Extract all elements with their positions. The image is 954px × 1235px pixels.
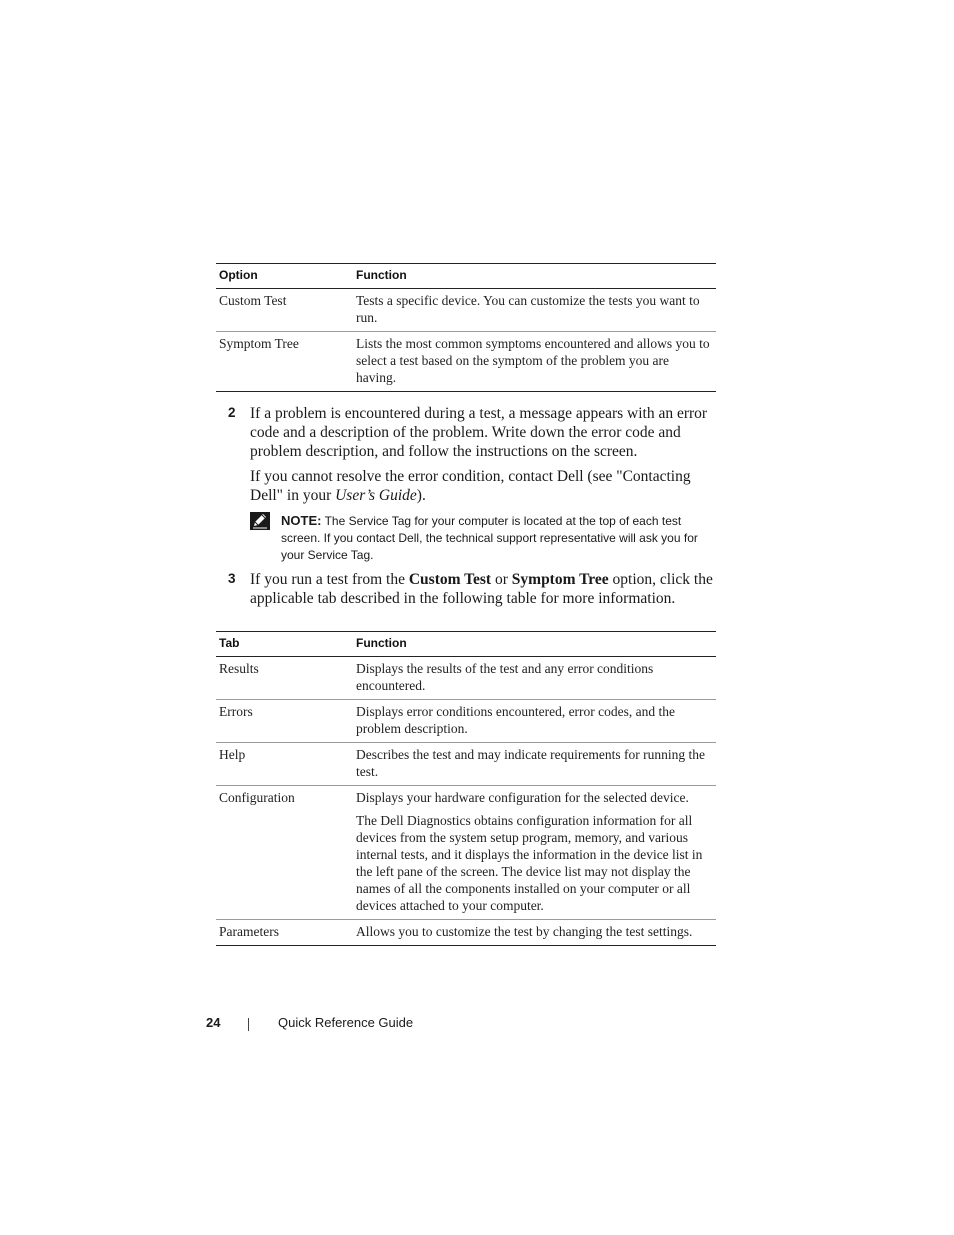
- tab-function-text: Displays error conditions encountered, error codes, and the problem description.: [356, 704, 676, 736]
- symptom-tree-term: Symptom Tree: [511, 571, 609, 588]
- table-row: [216, 920, 716, 946]
- step-body: [250, 404, 718, 505]
- tab-function-text: Describes the test and may indicate requirements for running the test.: [356, 747, 706, 779]
- tab-function: [353, 786, 716, 920]
- contact-text-end: ).: [416, 487, 426, 504]
- option-name: Symptom Tree: [216, 332, 353, 392]
- header-option: Option: [216, 264, 353, 289]
- tab-function: [353, 700, 716, 743]
- guide-title: Quick Reference Guide: [278, 1015, 414, 1030]
- step-number: 3: [228, 571, 236, 586]
- table-row: [216, 700, 716, 743]
- table-row: [216, 743, 716, 786]
- table-row: [216, 786, 716, 920]
- note-text: [281, 512, 721, 564]
- options-table: [216, 263, 716, 392]
- step-3-text-part: option, click the applicable tab described in the following table for more information.: [250, 571, 713, 607]
- tab-function: [353, 920, 716, 946]
- option-name: Custom Test: [216, 289, 353, 332]
- options-table-header: [216, 264, 716, 289]
- contact-text: If you cannot resolve the error condition, contact Dell (see "Contacting Dell" in your: [250, 468, 691, 504]
- header-function: Function: [353, 264, 716, 289]
- step-body: [250, 570, 718, 608]
- note-label: NOTE:: [281, 513, 322, 528]
- option-function: Tests a specific device. You can customize the tests you want to run.: [353, 289, 716, 332]
- step-3-text-part: If you run a test from the: [250, 571, 409, 588]
- tab-function: [353, 743, 716, 786]
- footer-divider: [248, 1018, 249, 1031]
- tab-function: [353, 657, 716, 700]
- table-row: [216, 657, 716, 700]
- table-row: [216, 332, 716, 392]
- tabs-table: [216, 631, 716, 946]
- option-function: Lists the most common symptoms encountered and allows you to select a test based on the symptom of the problem you are having.: [353, 332, 716, 392]
- step-2-contact: [250, 467, 718, 505]
- custom-test-term: Custom Test: [408, 571, 492, 588]
- users-guide-title: User’s Guide: [335, 487, 417, 504]
- tab-function-text: Allows you to customize the test by changing the test settings.: [356, 924, 693, 939]
- step-3-text-part: or: [491, 571, 512, 588]
- table-row: [216, 289, 716, 332]
- header-tab: Tab: [216, 632, 353, 657]
- tab-function-text: Displays the results of the test and any error conditions encountered.: [356, 661, 654, 693]
- step-2-text: If a problem is encountered during a test, a message appears with an error code and a description of the problem. Write down the error code and problem description, and follow the instructions on the screen.: [250, 405, 708, 460]
- tabs-table-header: [216, 632, 716, 657]
- tab-function-text: Displays your hardware configuration for the selected device.: [356, 790, 689, 805]
- tab-name: Parameters: [216, 920, 353, 946]
- note-body: The Service Tag for your computer is located at the top of each test screen. If you contact Dell, the technical support representative will ask you for your Service Tag.: [281, 514, 698, 562]
- tab-name: Errors: [216, 700, 353, 743]
- step-number: 2: [228, 405, 236, 420]
- step-3-text: [250, 570, 718, 608]
- pencil-note-icon: [250, 512, 270, 530]
- tab-function-text: The Dell Diagnostics obtains configuration information for all devices from the system setup program, memory, and various internal tests, and it displays the information in the device list in the left pane of the screen. The device list may not display the names of all the components installed on your computer or all devices attached to your computer.: [356, 813, 703, 913]
- page-number: 24: [206, 1015, 221, 1030]
- tab-name: Results: [216, 657, 353, 700]
- header-function: Function: [353, 632, 716, 657]
- tab-name: Configuration: [216, 786, 353, 920]
- tab-name: Help: [216, 743, 353, 786]
